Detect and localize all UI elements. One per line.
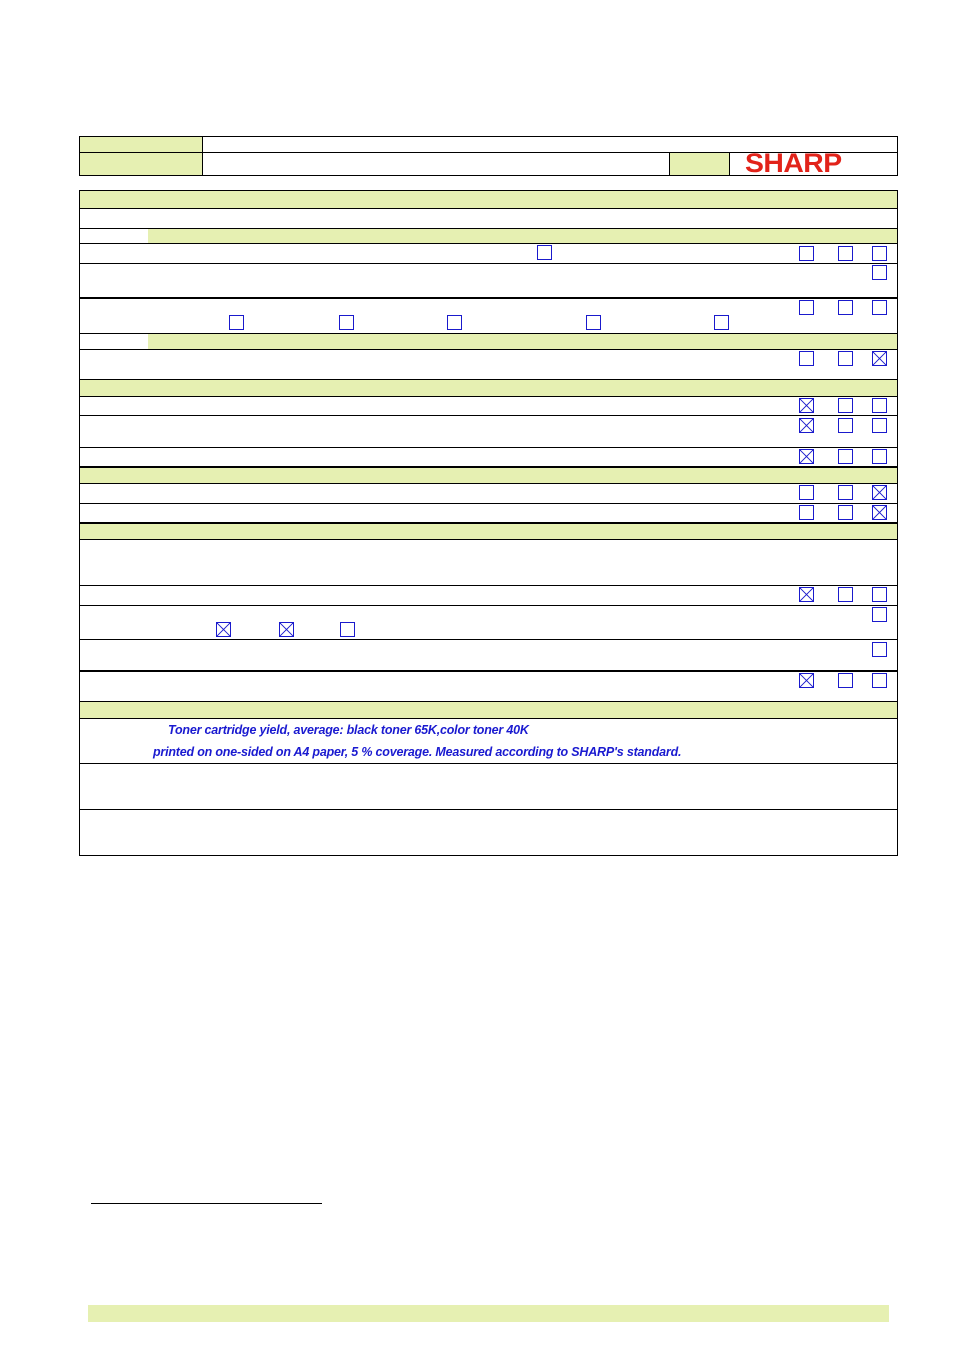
checkbox-option[interactable] — [340, 622, 355, 637]
checkbox-na[interactable] — [872, 449, 887, 464]
row-divider — [79, 415, 898, 416]
footer-band — [88, 1305, 889, 1322]
row-divider — [79, 605, 898, 606]
row-divider — [79, 639, 898, 640]
checkbox-option[interactable] — [279, 622, 294, 637]
checkbox-yes[interactable] — [799, 300, 814, 315]
checkbox-no[interactable] — [838, 449, 853, 464]
checkbox-na[interactable] — [872, 265, 887, 280]
checkbox-yes[interactable] — [799, 587, 814, 602]
checkbox-na[interactable] — [872, 485, 887, 500]
row-divider — [79, 539, 898, 540]
row-divider — [79, 522, 898, 524]
checkbox-option[interactable] — [447, 315, 462, 330]
check-cross-icon — [873, 486, 886, 499]
check-cross-icon — [217, 623, 230, 636]
row-divider — [79, 763, 898, 764]
checkbox-no[interactable] — [838, 398, 853, 413]
row-divider — [79, 701, 898, 702]
check-cross-icon — [800, 450, 813, 463]
row-divider — [79, 349, 898, 350]
check-cross-icon — [800, 674, 813, 687]
checkbox-no[interactable] — [838, 418, 853, 433]
header-col-divider-2 — [669, 152, 670, 176]
row-divider — [79, 228, 898, 229]
toner-yield-note: Toner cartridge yield, average: black toner 65K,color toner 40K — [168, 723, 529, 737]
checkbox[interactable] — [537, 245, 552, 260]
header-col-divider-1 — [202, 136, 203, 176]
checkbox-yes[interactable] — [799, 418, 814, 433]
row-divider — [79, 718, 898, 719]
checkbox-no[interactable] — [838, 300, 853, 315]
row-divider — [79, 503, 898, 504]
checkbox-option[interactable] — [229, 315, 244, 330]
checkbox-option[interactable] — [216, 622, 231, 637]
checkbox-yes[interactable] — [799, 449, 814, 464]
coverage-note: printed on one-sided on A4 paper, 5 % coverage. Measured according to SHARP's standard. — [153, 745, 682, 759]
checkbox-na[interactable] — [872, 418, 887, 433]
checkbox-no[interactable] — [838, 587, 853, 602]
checkbox-yes[interactable] — [799, 673, 814, 688]
row-divider — [79, 333, 898, 334]
footnote-separator — [91, 1203, 322, 1204]
check-cross-icon — [800, 399, 813, 412]
row-divider — [79, 208, 898, 209]
sharp-logo: SHARP — [745, 148, 842, 178]
checkbox-yes[interactable] — [799, 246, 814, 261]
checkbox-na[interactable] — [872, 398, 887, 413]
row-divider — [79, 243, 898, 244]
row-divider — [79, 809, 898, 810]
checkbox-option[interactable] — [714, 315, 729, 330]
row-divider — [79, 263, 898, 264]
checkbox-na[interactable] — [872, 246, 887, 261]
checkbox-yes[interactable] — [799, 485, 814, 500]
row-divider — [79, 447, 898, 448]
checkbox-na[interactable] — [872, 607, 887, 622]
checkbox-yes[interactable] — [799, 505, 814, 520]
row-divider — [79, 396, 898, 397]
check-cross-icon — [280, 623, 293, 636]
check-cross-icon — [873, 352, 886, 365]
check-cross-icon — [800, 588, 813, 601]
row-divider — [79, 483, 898, 484]
checkbox-no[interactable] — [838, 246, 853, 261]
checkbox-option[interactable] — [339, 315, 354, 330]
checkbox-no[interactable] — [838, 485, 853, 500]
row-divider — [79, 670, 898, 672]
checkbox-yes[interactable] — [799, 351, 814, 366]
checkbox-na[interactable] — [872, 351, 887, 366]
check-cross-icon — [800, 419, 813, 432]
checkbox-na[interactable] — [872, 673, 887, 688]
row-divider — [79, 379, 898, 380]
check-cross-icon — [873, 506, 886, 519]
checkbox-option[interactable] — [586, 315, 601, 330]
checkbox-yes[interactable] — [799, 398, 814, 413]
checkbox-na[interactable] — [872, 300, 887, 315]
row-divider — [79, 466, 898, 468]
checkbox-no[interactable] — [838, 505, 853, 520]
header-col-divider-3 — [729, 152, 730, 176]
checkbox-na[interactable] — [872, 642, 887, 657]
checkbox-no[interactable] — [838, 351, 853, 366]
row-divider — [79, 297, 898, 299]
checkbox-no[interactable] — [838, 673, 853, 688]
checkbox-na[interactable] — [872, 505, 887, 520]
row-divider — [79, 585, 898, 586]
checkbox-na[interactable] — [872, 587, 887, 602]
